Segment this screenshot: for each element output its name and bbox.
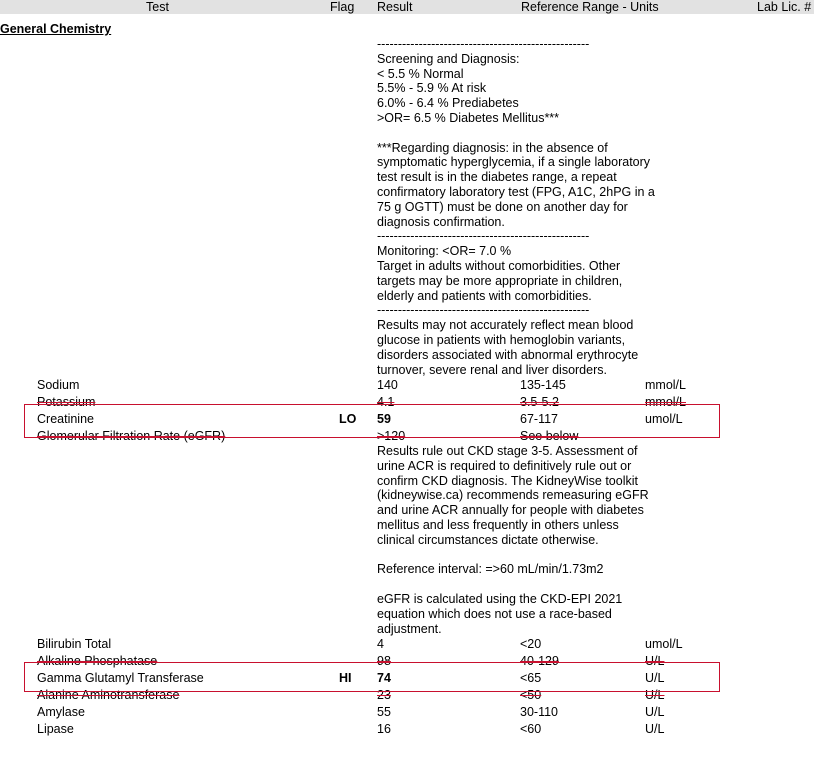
reference-range: 3.5-5.2 xyxy=(520,395,559,409)
header-test: Test xyxy=(146,0,169,14)
reference-range: See below xyxy=(520,429,579,443)
table-row xyxy=(0,705,814,720)
table-row xyxy=(0,378,814,393)
test-result: 55 xyxy=(377,705,391,719)
test-result: >120 xyxy=(377,429,406,443)
reference-range: 40-129 xyxy=(520,654,559,668)
units: U/L xyxy=(645,705,665,719)
section-title: General Chemistry xyxy=(0,22,112,36)
test-name: Glomerular Filtration Rate (eGFR) xyxy=(37,429,226,443)
test-name: Alkaline Phosphatase xyxy=(37,654,158,668)
reference-range: <20 xyxy=(520,637,542,651)
header-lab: Lab Lic. # xyxy=(757,0,812,14)
table-row xyxy=(0,722,814,737)
test-result: 4 xyxy=(377,637,384,651)
header-flag: Flag xyxy=(330,0,355,14)
test-name: Creatinine xyxy=(37,412,94,426)
hba1c-note: --------------------------------------------------- Screening and Diagnosis: < 5.5 % Normal 5.5% - 5.9 % At risk 6.0% - 6.4 % Prediabetes >OR= 6.5 % Diabetes Mellitus*** ***Regarding diagnosis: in the absence of symptomatic hyperglycemia, if a single laboratory test result is in the diabetes range, a repeat confirmatory laboratory test (FPG, A1C, 2hPG in a 75 g OGTT) must be done on another day for diagnosis confirmation. --------------------------------------------------- Monitoring: <OR= 7.0 % Target in adults without comorbidities. Other targets may be more appropriate in children, elderly and patients with comorbidities. --------------------------------------------------- Results may not accurately reflect mean blood glucose in patients with hemoglobin variants, disorders associated with abnormal erythrocyte turnover, severe renal and liver disorders. xyxy=(377,37,655,377)
test-name: Gamma Glutamyl Transferase xyxy=(37,671,204,685)
test-result: 16 xyxy=(377,722,391,736)
units: umol/L xyxy=(645,412,683,426)
reference-range: 67-117 xyxy=(520,412,558,426)
reference-range: <65 xyxy=(520,671,542,685)
test-name: Sodium xyxy=(37,378,80,392)
units: mmol/L xyxy=(645,378,686,392)
egfr-note: Results rule out CKD stage 3-5. Assessment of urine ACR is required to definitively rule out or confirm CKD diagnosis. The KidneyWise toolkit (kidneywise.ca) recommends remeasuring eGFR and urine ACR annually for people with diabetes mellitus and less frequently in others unless clinical circumstances dictate otherwise. Reference interval: =>60 mL/min/1.73m2 eGFR is calculated using the CKD-EPI 2021 equation which does not use a race-based adjustment. xyxy=(377,444,649,636)
test-name: Potassium xyxy=(37,395,96,409)
flag-badge: LO xyxy=(339,412,357,426)
test-result: 74 xyxy=(377,671,391,685)
units: mmol/L xyxy=(645,395,686,409)
reference-range: <60 xyxy=(520,722,542,736)
units: U/L xyxy=(645,722,665,736)
units: U/L xyxy=(645,671,665,685)
header-reference: Reference Range - Units xyxy=(521,0,659,14)
test-result: 59 xyxy=(377,412,391,426)
test-name: Alanine Aminotransferase xyxy=(37,688,180,702)
test-name: Amylase xyxy=(37,705,85,719)
flag-highlight-box xyxy=(24,404,720,438)
header-result: Result xyxy=(377,0,413,14)
units: umol/L xyxy=(645,637,683,651)
test-result: 4.1 xyxy=(377,395,395,409)
units: U/L xyxy=(645,654,665,668)
table-header xyxy=(0,0,814,14)
test-name: Lipase xyxy=(37,722,74,736)
reference-range: <50 xyxy=(520,688,542,702)
test-result: 23 xyxy=(377,688,391,702)
test-name: Bilirubin Total xyxy=(37,637,112,651)
table-row xyxy=(0,637,814,652)
test-result: 140 xyxy=(377,378,398,392)
reference-range: 30-110 xyxy=(520,705,558,719)
flag-badge: HI xyxy=(339,671,352,685)
flag-highlight-box xyxy=(24,662,720,692)
units: U/L xyxy=(645,688,665,702)
test-result: 98 xyxy=(377,654,391,668)
reference-range: 135-145 xyxy=(520,378,566,392)
